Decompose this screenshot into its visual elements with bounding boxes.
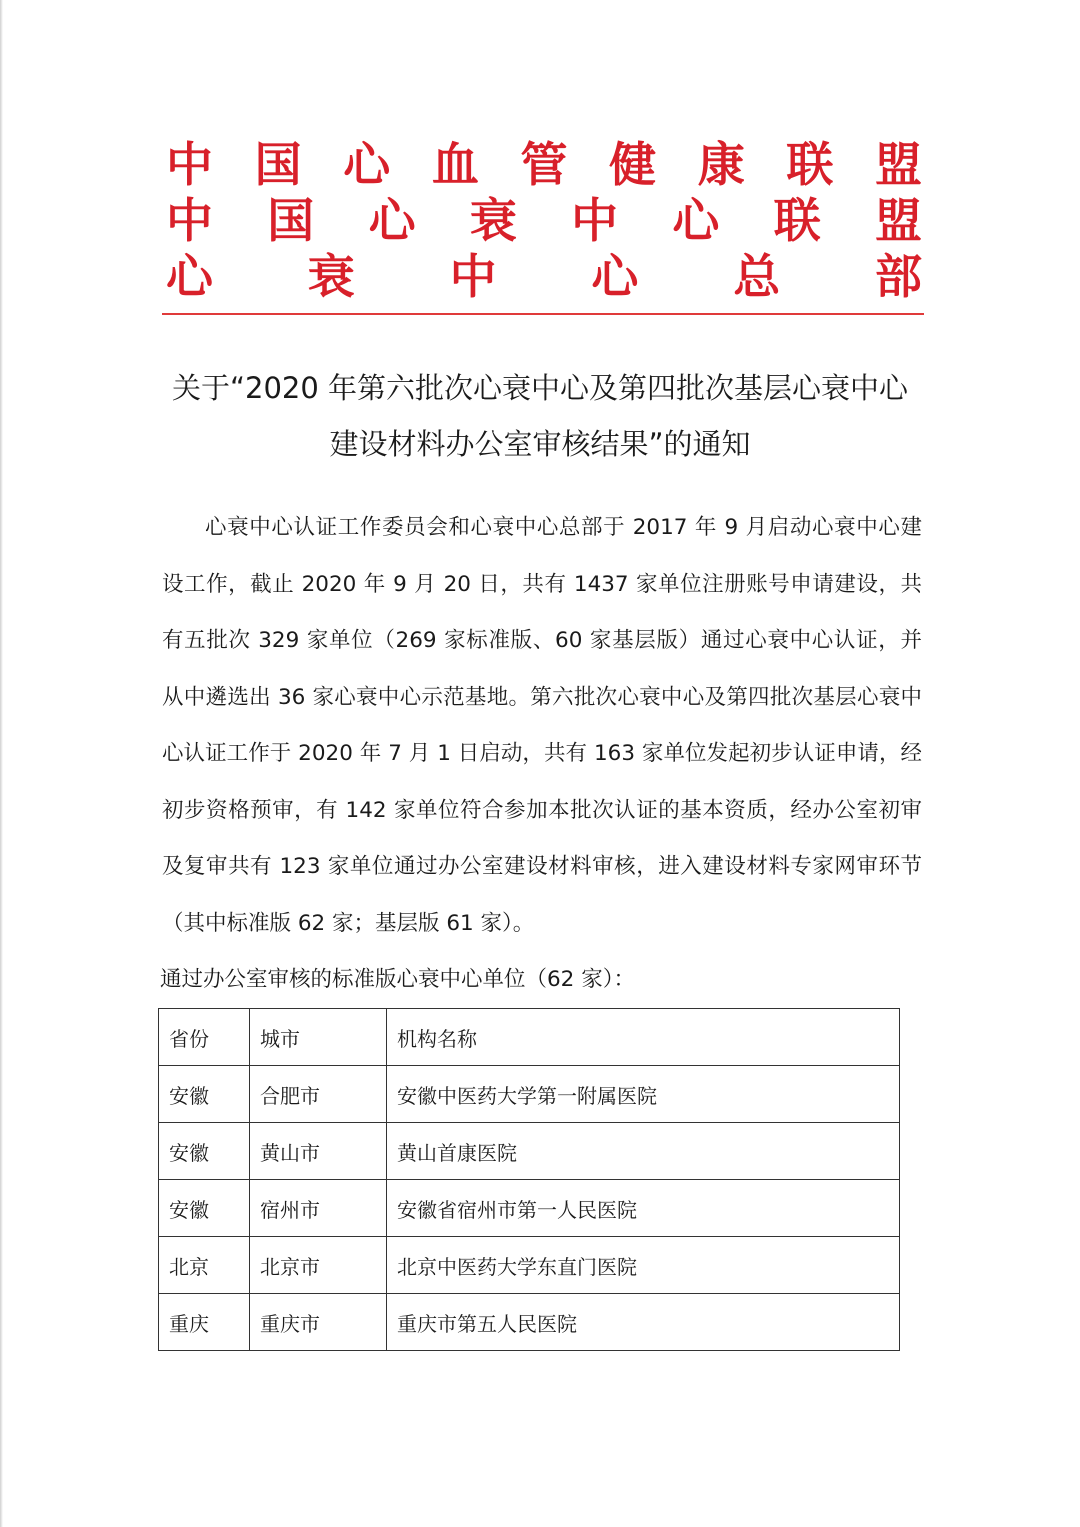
cell-province: 重庆	[159, 1294, 250, 1351]
cell-province: 安徽	[159, 1180, 250, 1237]
letterhead-char: 中	[166, 194, 213, 249]
red-letterhead	[166, 138, 922, 306]
cell-institution: 安徽中医药大学第一附属医院	[387, 1066, 900, 1123]
table-row	[159, 1123, 900, 1180]
letterhead-char: 衰	[307, 250, 355, 305]
letterhead-char: 心	[166, 250, 213, 305]
table-row	[159, 1066, 900, 1123]
letterhead-char: 衰	[469, 194, 517, 249]
cell-institution: 北京中医药大学东直门医院	[387, 1237, 900, 1294]
letterhead-char: 联	[786, 138, 834, 193]
letterhead-char: 管	[520, 138, 568, 193]
letterhead-char: 盟	[874, 194, 922, 249]
letterhead-char: 健	[609, 138, 657, 193]
header-province: 省份	[159, 1009, 250, 1066]
letterhead-char: 盟	[875, 138, 922, 193]
header-institution: 机构名称	[387, 1009, 900, 1066]
cell-province: 安徽	[159, 1123, 250, 1180]
table-row	[159, 1294, 900, 1351]
table-row	[159, 1237, 900, 1294]
letterhead-line-2	[166, 194, 922, 250]
letterhead-char: 中	[166, 138, 213, 193]
letterhead-char: 心	[368, 194, 416, 249]
letterhead-red-rule	[162, 313, 924, 315]
letterhead-line-3	[166, 250, 922, 306]
letterhead-char: 中	[449, 250, 497, 305]
header-city: 城市	[250, 1009, 387, 1066]
letterhead-char: 国	[267, 194, 315, 249]
units-table	[158, 1008, 900, 1351]
letterhead-char: 心	[343, 138, 391, 193]
letterhead-char: 国	[254, 138, 302, 193]
cell-institution: 黄山首康医院	[387, 1123, 900, 1180]
table-header-row	[159, 1009, 900, 1066]
letterhead-char: 康	[697, 138, 745, 193]
notice-title	[160, 360, 920, 472]
cell-city: 黄山市	[250, 1123, 387, 1180]
letterhead-char: 中	[571, 194, 619, 249]
letterhead-char: 总	[733, 250, 781, 305]
body-paragraph: 心衰中心认证工作委员会和心衰中心总部于 2017 年 9 月启动心衰中心建设工作，截止 2020 年 9 月 20 日，共有 1437 家单位注册账号申请建设，共有五批次 329 家单位（269 家标准版、60 家基层版）通过心衰中心认证，并从中遴选出 36 家心衰中心示范基地。第六批次心衰中心及第四批次基层心衰中心认证工作于 2020 年 7 月 1 日启动，共有 163 家单位发起初步认证申请，经初步资格预审，有 142 家单位符合参加本批次认证的基本资质，经办公室初审及复审共有 123 家单位通过办公室建设材料审核，进入建设材料专家网审环节（其中标准版 62 家；基层版 61 家）。	[162, 515, 922, 936]
list-caption: 通过办公室审核的标准版心衰中心单位（62 家）：	[160, 967, 635, 992]
cell-institution: 安徽省宿州市第一人民医院	[387, 1180, 900, 1237]
cell-province: 安徽	[159, 1066, 250, 1123]
letterhead-line-1	[166, 138, 922, 194]
scan-edge-shadow	[0, 0, 3, 1527]
table-row	[159, 1180, 900, 1237]
letterhead-char: 部	[874, 250, 922, 305]
letterhead-char: 心	[591, 250, 639, 305]
notice-title-line-1: 关于“2020 年第六批次心衰中心及第四批次基层心衰中心	[171, 371, 909, 405]
cell-city: 宿州市	[250, 1180, 387, 1237]
cell-city: 重庆市	[250, 1294, 387, 1351]
letterhead-char: 心	[672, 194, 720, 249]
cell-province: 北京	[159, 1237, 250, 1294]
notice-title-line-2: 建设材料办公室审核结果”的通知	[329, 427, 751, 461]
cell-city: 北京市	[250, 1237, 387, 1294]
letterhead-char: 血	[431, 138, 479, 193]
letterhead-char: 联	[773, 194, 821, 249]
cell-city: 合肥市	[250, 1066, 387, 1123]
cell-institution: 重庆市第五人民医院	[387, 1294, 900, 1351]
